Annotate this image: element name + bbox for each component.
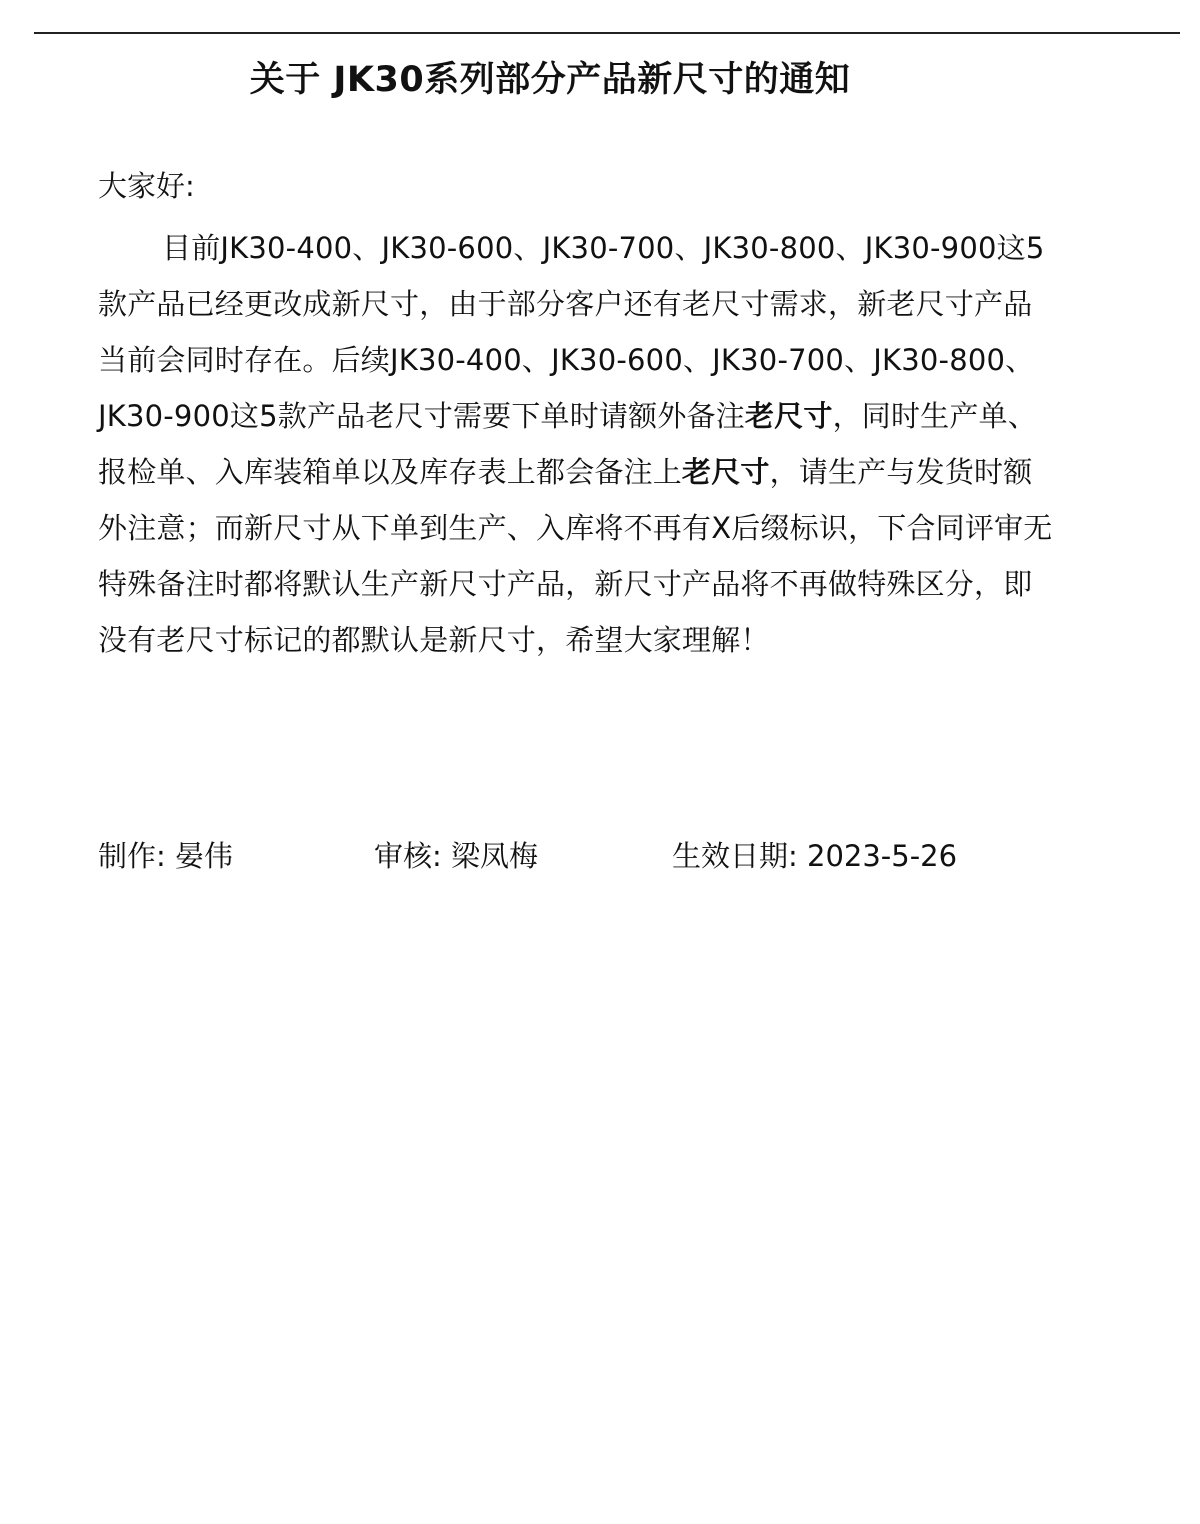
body-line: 款产品已经更改成新尺寸，由于部分客户还有老尺寸需求，新老尺寸产品 (98, 287, 1033, 321)
body-line: 外注意；而新尺寸从下单到生产、入库将不再有X后缀标识，下合同评审无 (98, 511, 1053, 545)
date-value: 2023-5-26 (807, 839, 958, 873)
reviewer-label: 审核: (374, 839, 442, 873)
body-line: 当前会同时存在。后续JK30-400、JK30-600、JK30-700、JK30-800、 (98, 343, 1035, 377)
document-title: 关于 JK30系列部分产品新尺寸的通知 (249, 60, 851, 100)
emphasis-old-size: 老尺寸 (744, 399, 833, 433)
body-text-segment: JK30-900这5款产品老尺寸需要下单时请额外备注 (98, 399, 745, 433)
body-line (98, 388, 1138, 444)
maker-name: 晏伟 (175, 839, 234, 873)
maker-label: 制作: (98, 839, 166, 873)
body-line: 目前JK30-400、JK30-600、JK30-700、JK30-800、JK30-900这5 (162, 231, 1045, 265)
body-text-segment: ，请生产与发货时额 (769, 455, 1033, 489)
reviewer-signature (374, 834, 538, 878)
top-divider (34, 32, 1180, 34)
date-label: 生效日期: (672, 839, 798, 873)
body-line: 特殊备注时都将默认生产新尺寸产品，新尺寸产品将不再做特殊区分，即 (98, 567, 1033, 601)
maker-signature (98, 834, 233, 878)
body-text-segment: ，同时生产单、 (832, 399, 1037, 433)
body-text-segment: 报检单、入库装箱单以及库存表上都会备注上 (98, 455, 683, 489)
greeting: 大家好: (98, 169, 195, 203)
body-line (98, 444, 1138, 500)
notice-body (98, 220, 1138, 668)
body-line: 没有老尺寸标记的都默认是新尺寸，希望大家理解！ (98, 623, 770, 657)
emphasis-old-size: 老尺寸 (682, 455, 770, 489)
reviewer-name: 梁凤梅 (451, 839, 539, 873)
signature-row (98, 834, 1098, 878)
effective-date (672, 834, 957, 878)
